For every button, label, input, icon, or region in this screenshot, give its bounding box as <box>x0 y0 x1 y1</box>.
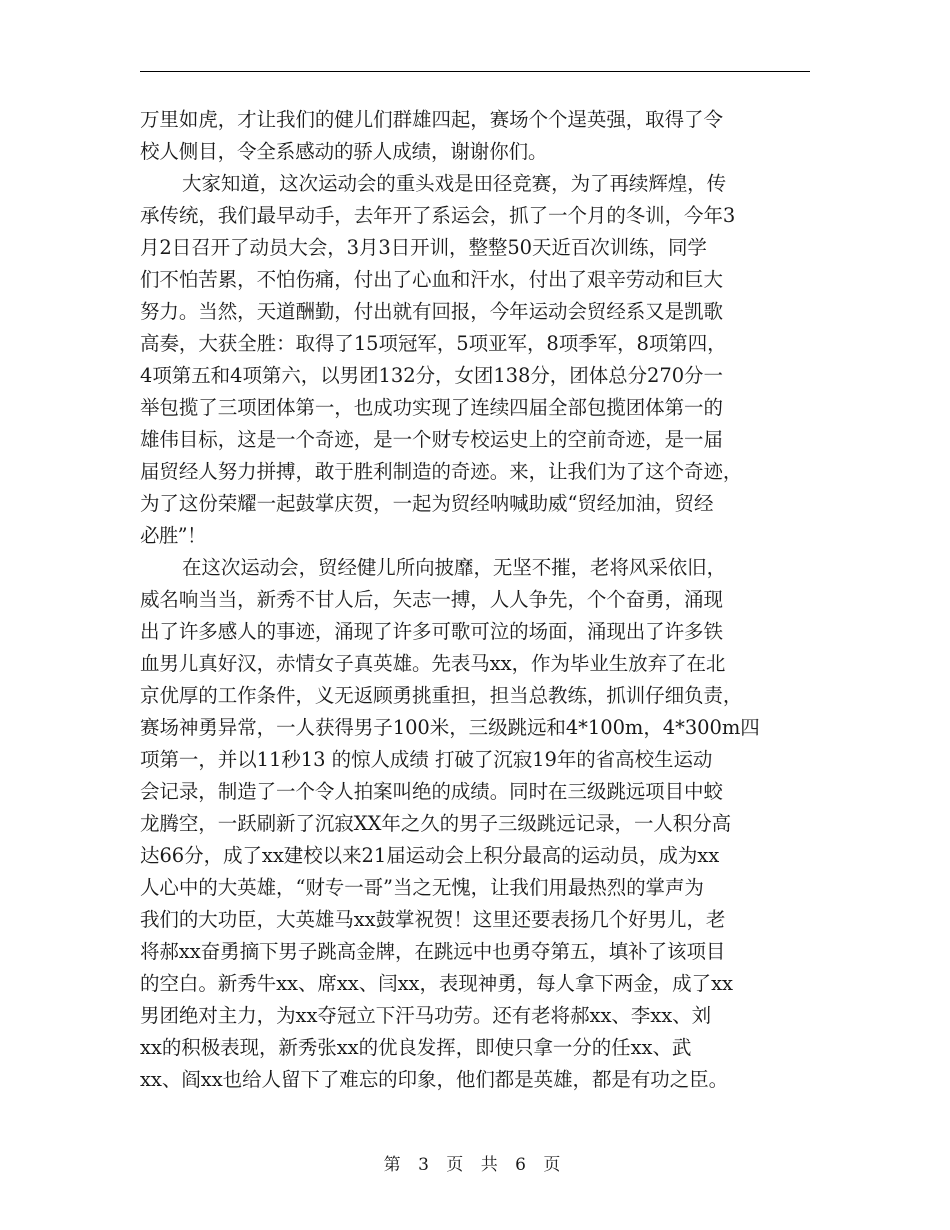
text-line: 我们的大功臣，大英雄马xx鼓掌祝贺！这里还要表扬几个好男儿，老 <box>140 908 726 931</box>
text-line: 人心中的大英雄，“财专一哥”当之无愧，让我们用最热烈的掌声为 <box>140 876 704 899</box>
text-line: 为了这份荣耀一起鼓掌庆贺，一起为贸经呐喊助威“贸经加油，贸经 <box>140 492 714 515</box>
text-line: 万里如虎，才让我们的健儿们群雄四起，赛场个个逞英强，取得了令 <box>140 108 723 131</box>
body-text <box>140 104 812 1096</box>
text-line: 大家知道，这次运动会的重头戏是田径竞赛，为了再续辉煌，传 <box>182 172 727 195</box>
text-line: 威名响当当，新秀不甘人后，矢志一搏，人人争先，个个奋勇，涌现 <box>140 588 723 611</box>
text-line: 努力。当然，天道酬勤，付出就有回报，今年运动会贸经系又是凯歌 <box>140 300 723 323</box>
text-line: 高奏，大获全胜：取得了15项冠军，5项亚军，8项季军，8项第四， <box>140 332 727 355</box>
text-line: 在这次运动会，贸经健儿所向披靡，无坚不摧，老将风采依旧， <box>182 556 727 579</box>
text-line: 京优厚的工作条件，义无返顾勇挑重担，担当总教练，抓训仔细负责， <box>140 684 743 707</box>
header-rule <box>140 71 810 72</box>
text-line: 校人侧目，令全系感动的骄人成绩，谢谢你们。 <box>140 140 548 163</box>
text-line: xx的积极表现，新秀张xx的优良发挥，即使只拿一分的任xx、武 <box>140 1036 692 1059</box>
text-line: 会记录，制造了一个令人拍案叫绝的成绩。同时在三级跳远项目中蛟 <box>140 780 723 803</box>
text-line: 龙腾空，一跃刷新了沉寂XX年之久的男子三级跳远记录，一人积分高 <box>140 812 732 835</box>
text-line: 4项第五和4项第六，以男团132分，女团138分，团体总分270分一 <box>140 364 723 387</box>
page-footer: 第 3 页 共 6 页 <box>383 1155 567 1175</box>
text-line: 男团绝对主力，为xx夺冠立下汗马功劳。还有老将郝xx、李xx、刘 <box>140 1004 712 1027</box>
text-line: 们不怕苦累，不怕伤痛，付出了心血和汗水，付出了艰辛劳动和巨大 <box>140 268 723 291</box>
text-line: 雄伟目标，这是一个奇迹，是一个财专校运史上的空前奇迹，是一届 <box>140 428 723 451</box>
text-line: 承传统，我们最早动手，去年开了系运会，抓了一个月的冬训，今年3 <box>140 204 736 227</box>
text-line: 月2日召开了动员大会，3月3日开训，整整50天近百次训练，同学 <box>140 236 707 259</box>
text-line: 的空白。新秀牛xx、席xx、闫xx，表现神勇，每人拿下两金，成了xx <box>140 972 733 995</box>
text-line: xx、阎xx也给人留下了难忘的印象，他们都是英雄，都是有功之臣。 <box>140 1068 729 1091</box>
text-line: 届贸经人努力拼搏，敢于胜利制造的奇迹。来，让我们为了这个奇迹， <box>140 460 743 483</box>
text-line: 达66分，成了xx建校以来21届运动会上积分最高的运动员，成为xx <box>140 844 720 867</box>
text-line: 必胜”！ <box>140 524 206 547</box>
text-line: 将郝xx奋勇摘下男子跳高金牌，在跳远中也勇夺第五，填补了该项目 <box>140 940 726 963</box>
text-line: 举包揽了三项团体第一，也成功实现了连续四届全部包揽团体第一的 <box>140 396 723 419</box>
text-line: 赛场神勇异常，一人获得男子100米，三级跳远和4*100m，4*300m四 <box>140 716 760 739</box>
text-line: 血男儿真好汉，赤情女子真英雄。先表马xx，作为毕业生放弃了在北 <box>140 652 726 675</box>
text-line: 出了许多感人的事迹，涌现了许多可歌可泣的场面，涌现出了许多铁 <box>140 620 723 643</box>
text-line: 项第一，并以11秒13 的惊人成绩 打破了沉寂19年的省高校生运动 <box>140 748 713 771</box>
